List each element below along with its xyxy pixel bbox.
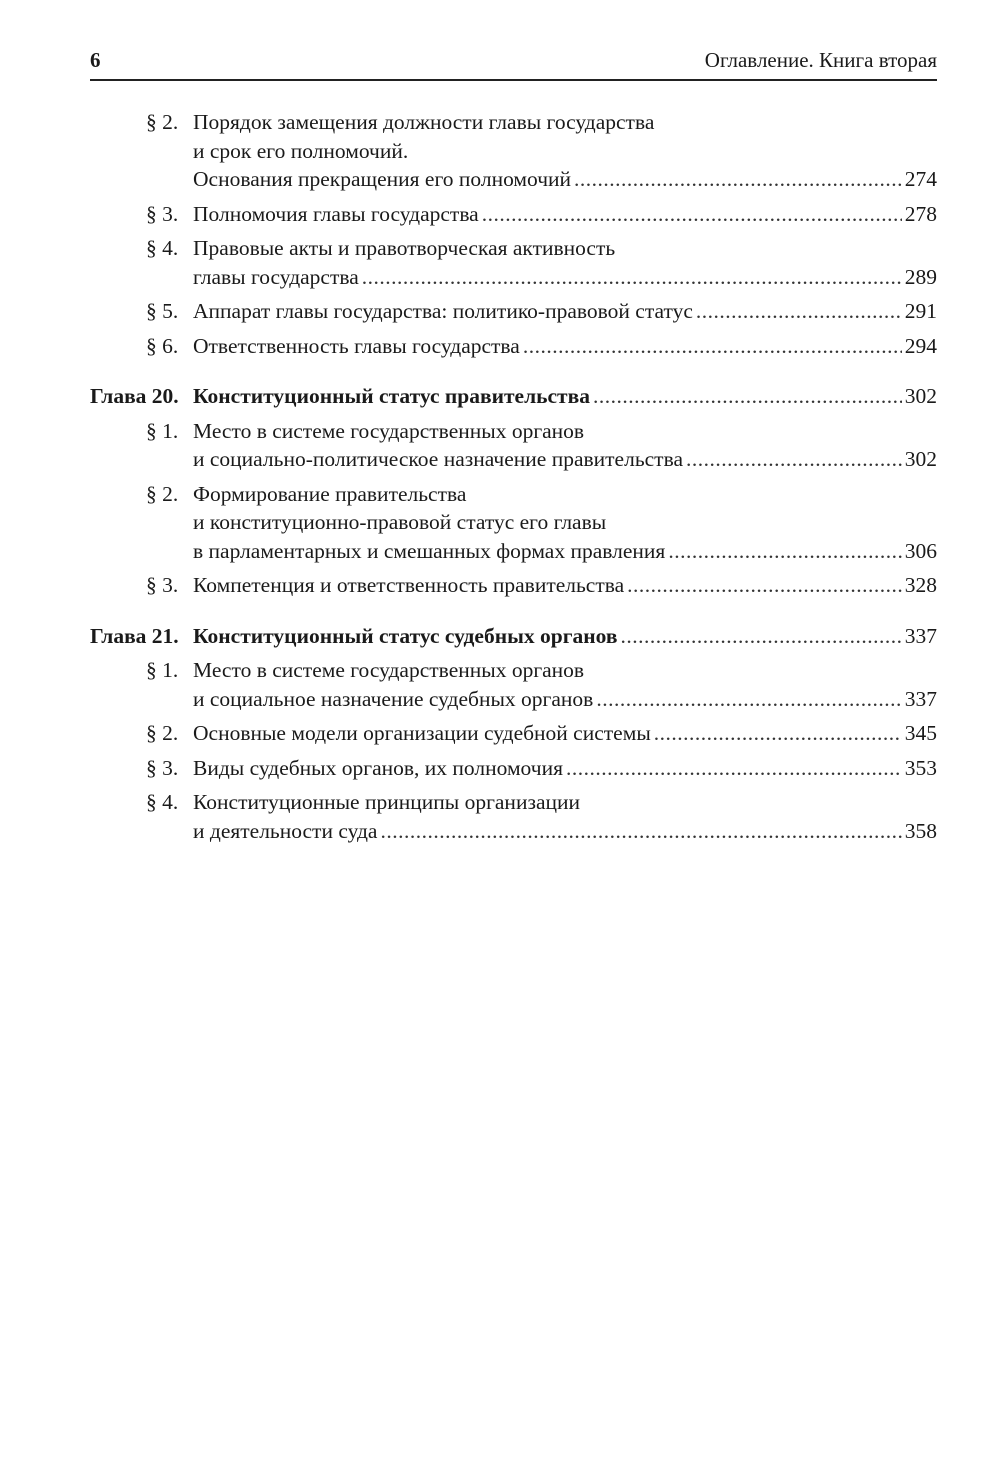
toc-section[interactable] <box>90 417 937 474</box>
toc-section[interactable] <box>90 571 937 600</box>
section-symbol: § 4. <box>146 236 179 260</box>
section-symbol: § 3. <box>146 201 179 226</box>
section-page-number: 291 <box>904 299 937 323</box>
leader-dots <box>627 571 902 600</box>
leader-dots <box>362 263 902 292</box>
section-title-line: Конституционные принципы организации <box>193 790 580 814</box>
section-page-number: 353 <box>904 755 937 780</box>
section-title-line: в парламентарных и смешанных формах правления <box>193 538 666 563</box>
section-title-line: Порядок замещения должности главы государства <box>193 110 655 134</box>
leader-dots <box>523 332 902 361</box>
section-title-line: и социально-политическое назначение правительства <box>193 447 683 471</box>
section-symbol: § 2. <box>146 481 179 506</box>
section-page-number: 358 <box>904 818 937 843</box>
page-header <box>90 42 937 81</box>
section-title-line: Основные модели организации судебной системы <box>193 721 651 745</box>
section-symbol: § 3. <box>146 573 179 597</box>
leader-dots <box>566 754 902 783</box>
section-title-line: Ответственность главы государства <box>193 333 520 358</box>
toc-section[interactable] <box>90 719 937 748</box>
section-page-number: 328 <box>904 573 937 597</box>
chapter-label: Глава 21. <box>90 623 179 648</box>
section-page-number: 289 <box>904 264 937 289</box>
section-title-line: Аппарат главы государства: политико-правовой статус <box>193 299 693 323</box>
section-title-line: и социальное назначение судебных органов <box>193 686 594 711</box>
toc-section[interactable] <box>90 200 937 229</box>
leader-dots <box>574 165 902 194</box>
toc-chapter-20[interactable] <box>90 382 937 411</box>
section-page-number: 278 <box>904 201 937 226</box>
toc-section[interactable] <box>90 480 937 566</box>
section-page-number: 306 <box>904 538 937 563</box>
chapter-title: Конституционный статус правительства <box>193 384 590 408</box>
section-title-line: Формирование правительства <box>193 481 467 506</box>
leader-dots <box>593 382 902 411</box>
leader-dots <box>380 817 901 846</box>
leader-dots <box>482 200 902 229</box>
section-title-line: Место в системе государственных органов <box>193 658 585 682</box>
section-symbol: § 1. <box>146 658 179 682</box>
chapter-title: Конституционный статус судебных органов <box>193 623 618 648</box>
section-title-line: главы государства <box>193 264 359 289</box>
leader-dots <box>620 622 901 651</box>
chapter-label: Глава 20. <box>90 384 179 408</box>
toc-section[interactable] <box>90 234 937 291</box>
section-title-line: Правовые акты и правотворческая активность <box>193 236 616 260</box>
section-symbol: § 1. <box>146 418 179 443</box>
section-title-line: и деятельности суда <box>193 818 378 843</box>
section-page-number: 274 <box>904 167 937 191</box>
toc-section[interactable] <box>90 754 937 783</box>
section-title-line: Компетенция и ответственность правительства <box>193 573 625 597</box>
leader-dots <box>654 719 902 748</box>
chapter-page-number: 337 <box>904 623 937 648</box>
section-page-number: 337 <box>904 686 937 711</box>
section-title-line: Полномочия главы государства <box>193 201 479 226</box>
section-symbol: § 2. <box>146 721 179 745</box>
section-title-line: и конституционно-правовой статус его главы <box>193 510 607 534</box>
section-title-line: Основания прекращения его полномочий <box>193 167 572 191</box>
leader-dots <box>696 297 902 326</box>
section-symbol: § 5. <box>146 299 179 323</box>
toc-section[interactable] <box>90 108 937 194</box>
section-symbol: § 4. <box>146 790 179 814</box>
section-title-line: Место в системе государственных органов <box>193 418 585 443</box>
section-symbol: § 2. <box>146 110 179 134</box>
table-of-contents <box>90 108 937 851</box>
section-title-line: и срок его полномочий. <box>193 138 409 163</box>
section-page-number: 302 <box>904 447 937 471</box>
chapter-page-number: 302 <box>904 384 937 408</box>
section-page-number: 294 <box>904 333 937 358</box>
toc-section[interactable] <box>90 332 937 361</box>
leader-dots <box>596 685 901 714</box>
toc-section[interactable] <box>90 788 937 845</box>
toc-chapter-21[interactable] <box>90 622 937 651</box>
leader-dots <box>686 445 902 474</box>
section-page-number: 345 <box>904 721 937 745</box>
section-symbol: § 3. <box>146 755 179 780</box>
toc-section[interactable] <box>90 656 937 713</box>
toc-section[interactable] <box>90 297 937 326</box>
page-number: 6 <box>90 48 101 72</box>
section-title-line: Виды судебных органов, их полномочия <box>193 755 563 780</box>
leader-dots <box>668 537 901 566</box>
running-title: Оглавление. Книга вторая <box>704 48 937 72</box>
section-symbol: § 6. <box>146 333 179 358</box>
